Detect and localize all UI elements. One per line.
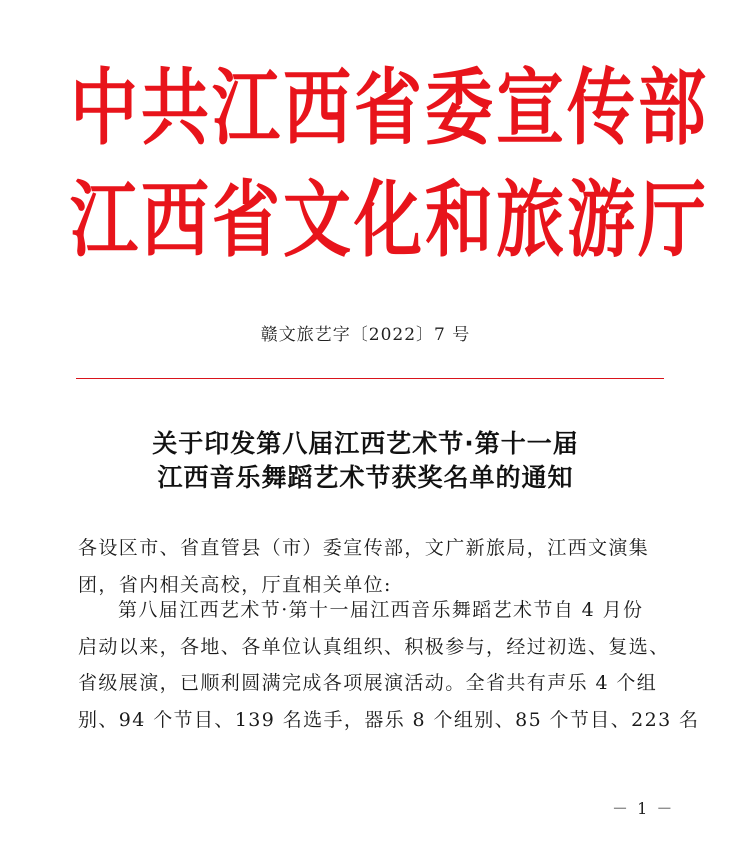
body-line-2: 启动以来，各地、各单位认真组织、积极参与，经过初选、复选、	[78, 635, 670, 658]
document-number: 赣文旅艺字〔2022〕7 号	[260, 325, 471, 345]
salutation-line-1: 各设区市、省直管县（市）委宣传部，文广新旅局，江西文演集	[78, 537, 650, 559]
notice-title-line-2: 江西音乐舞蹈艺术节获奖名单的通知	[157, 463, 574, 492]
body-line-4: 别、94 个节目、139 名选手，器乐 8 个组别、85 个节目、223 名	[78, 708, 700, 731]
page-number: － 1 －	[612, 799, 675, 818]
body-paragraph	[78, 592, 700, 738]
salutation-line-2: 团，省内相关高校，厅直相关单位:	[78, 573, 392, 596]
issuer-line-1: 中共江西省委宣传部	[70, 60, 710, 158]
issuer-line-2: 江西省文化和旅游厅	[70, 172, 710, 270]
body-line-3: 省级展演，已顺利圆满完成各项展演活动。全省共有声乐 4 个组	[78, 672, 658, 694]
body-line-1: 第八届江西艺术节·第十一届江西音乐舞蹈艺术节自 4 月份	[118, 599, 644, 621]
notice-title-line-1: 关于印发第八届江西艺术节·第十一届	[152, 429, 579, 458]
red-separator-rule	[76, 378, 664, 379]
